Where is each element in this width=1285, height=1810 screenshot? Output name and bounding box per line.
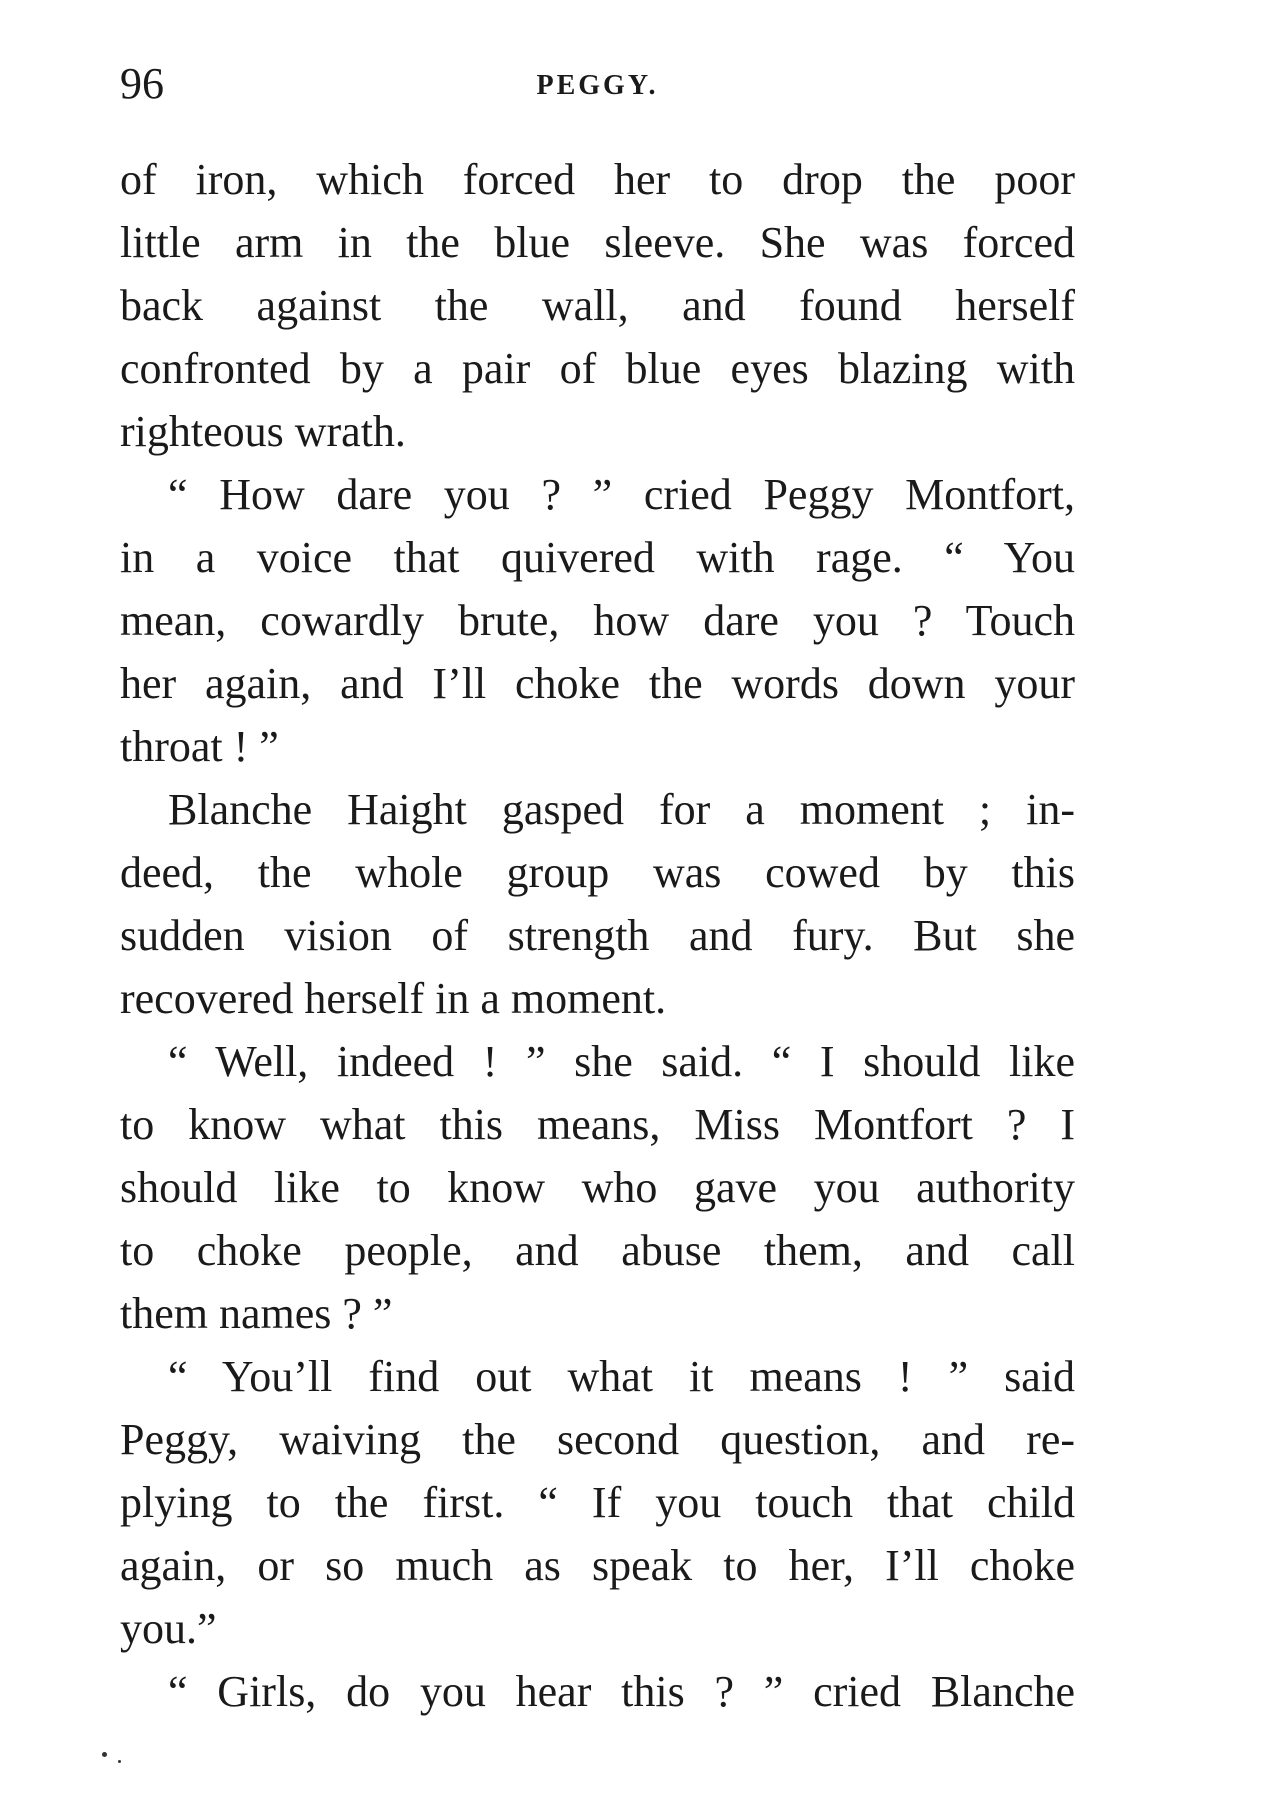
speck-mark bbox=[102, 1752, 107, 1757]
text-line: again, or so much as speak to her, I’ll choke bbox=[120, 1541, 1075, 1590]
speck-mark bbox=[118, 1760, 121, 1763]
text-line: to choke people, and abuse them, and call bbox=[120, 1226, 1075, 1275]
text-line: plying to the first. “ If you touch that child bbox=[120, 1478, 1075, 1527]
text-line: Blanche Haight gasped for a moment ; in- bbox=[168, 785, 1075, 834]
text-line: should like to know who gave you authority bbox=[120, 1163, 1075, 1212]
text-line: to know what this means, Miss Montfort ? I bbox=[120, 1100, 1075, 1149]
text-line: of iron, which forced her to drop the poor bbox=[120, 155, 1075, 204]
text-line: “ Well, indeed ! ” she said. “ I should like bbox=[168, 1037, 1075, 1086]
text-line: sudden vision of strength and fury. But she bbox=[120, 911, 1075, 960]
text-line: “ Girls, do you hear this ? ” cried Blanche bbox=[168, 1667, 1075, 1716]
text-line: little arm in the blue sleeve. She was forced bbox=[120, 218, 1075, 267]
text-line: in a voice that quivered with rage. “ You bbox=[120, 533, 1075, 582]
text-line: Peggy, waiving the second question, and re- bbox=[120, 1415, 1075, 1464]
running-title: PEGGY. bbox=[536, 70, 659, 101]
page-number: 96 bbox=[120, 59, 164, 108]
text-line: “ How dare you ? ” cried Peggy Montfort, bbox=[168, 470, 1075, 519]
text-line: deed, the whole group was cowed by this bbox=[120, 848, 1075, 897]
text-line: confronted by a pair of blue eyes blazing with bbox=[120, 344, 1075, 393]
text-line: “ You’ll find out what it means ! ” said bbox=[168, 1352, 1075, 1401]
text-line: righteous wrath. bbox=[120, 407, 406, 456]
text-line: mean, cowardly brute, how dare you ? Touch bbox=[120, 596, 1075, 645]
text-line: throat ! ” bbox=[120, 722, 279, 771]
print-specks bbox=[102, 1752, 142, 1772]
running-head bbox=[120, 56, 1075, 116]
text-line: you.” bbox=[120, 1604, 217, 1653]
body-text bbox=[120, 148, 1075, 1723]
text-line: back against the wall, and found herself bbox=[120, 281, 1075, 330]
text-line: them names ? ” bbox=[120, 1289, 393, 1338]
text-line: recovered herself in a moment. bbox=[120, 974, 667, 1023]
text-line: her again, and I’ll choke the words down your bbox=[120, 659, 1075, 708]
